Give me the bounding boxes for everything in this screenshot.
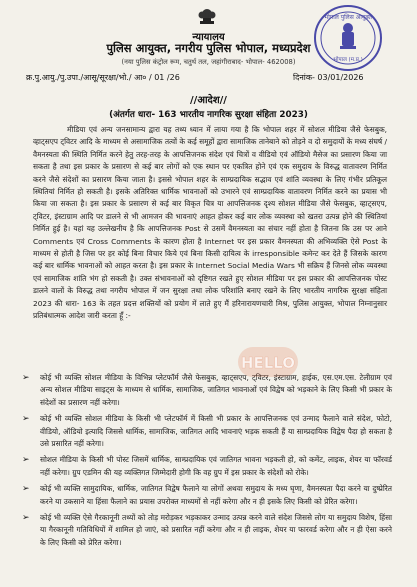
list-item: ➢ कोई भी व्यक्ति सामुदायिक, धार्मिक, जातिगत विद्वेष फैलाने या लोगों अथवा समुदाय के मध्य घृणा, वैमनस्यता पैदा करने या दुष्प्रेरित करने या उकसाने या हिंसा फैलाने का प्रयास उपरोक्त माध्यमों से नहीं करेगा और न ही इसके लिए किसी को प्रेरित करेगा।	[22, 484, 392, 506]
arrow-bullet-icon: ➢	[22, 455, 30, 466]
seal-subtext: भोपाल (म.प्र.)	[333, 57, 363, 63]
list-item: ➢ कोई भी व्यक्ति सोशल मीडिया के किसी भी प्लेटफॉर्म में किसी भी प्रकार के आपत्तिजनक एवं उन्माद फैलाने वाले संदेश, फोटो, वीडियो, ऑडियो इत्यादि जिससे धार्मिक, सामाजिक, जातिगत आदि भावनाएं भड़क सकती हैं या साम्प्रदायिक विद्वेष पैदा हो सकता है उसे प्रसारित नहीं करेगा।	[22, 414, 392, 449]
watermark-logo	[236, 343, 300, 381]
office-heading: न्यायालय	[192, 32, 225, 43]
state-emblem-icon	[196, 6, 218, 26]
office-title: पुलिस आयुक्त, नगरीय पुलिस भोपाल, मध्यप्रदेश	[106, 41, 311, 55]
arrow-bullet-icon: ➢	[22, 414, 30, 425]
arrow-bullet-icon: ➢	[22, 373, 30, 383]
watermark-text: HELLO	[240, 354, 296, 372]
arrow-bullet-icon: ➢	[22, 513, 30, 524]
seal-text: भोपाल पुलिस आयुक्त	[324, 14, 372, 21]
list-item: ➢ कोई भी व्यक्ति ऐसे गैरकानूनी तथ्यों को तोड़ मरोड़कर भड़काकर उन्माद उत्पन्न करने वाले संदेश जिससे लोग या समुदाय विशेष, हिंसा या गैरकानूनी गतिविधियों में शामिल हो जाएं, को प्रसारित नहीं करेगा और न ही लाइक, शेयर या फारवर्ड करेगा और न ही ऐसा करने के लिए किसी को प्रेरित करेगा।	[22, 513, 392, 547]
list-item: ➢ कोई भी व्यक्ति सोशल मीडिया के विभिन्न प्लेटफॉर्म जैसे फेसबुक, व्हाट्सएप, ट्विटर, इंस्टाग्राम, हाईक, एस.एम.एस. टेलीग्राम एवं अन्य सोशल मीडिया साइट्स के माध्यम से धार्मिक, सामाजिक, जातिगत भावनाओं एवं विद्वेष को भड़काने के लिए किसी भी प्रकार के संदेशों का प्रसारण नहीं करेगा।	[22, 373, 392, 407]
arrow-bullet-icon: ➢	[22, 484, 30, 495]
intro-text: मीडिया एवं अन्य जनसामान्य द्वारा यह तथ्य ध्यान में लाया गया है कि भोपाल शहर में सोशल मीडिया जैसे फेसबुक, व्हाट्सएप ट्विटर आदि के माध्यम से असामाजिक तत्वों के कई समूहों द्वारा सामाजिक तानेबाने को तोड़ने व दो समुदायों के मध्य संघर्ष / वैमनस्यता की स्थिति निर्मित करने हेतु तरह-तरह के आपत्तिजनक संदेश एवं चित्रों व वीडियो एवं ऑडियो मैसेज का प्रसारण किया जा सकता है तथा इस प्रकार के प्रसारण से कई बार लोगों को एक स्थान पर एकत्रित होने एवं एक समुदाय के विरुद्ध वातावरण निर्मित करने जैसे संदेशों का प्रसारण किया जाता है। इससे भोपाल शहर के साम्प्रदायिक सद्भाव एवं शांति व्यवस्था के लिए गंभीर प्रतिकूल स्थितियां निर्मित हो सकती है। इसके अतिरिक्त धार्मिक भावनाओं को उभारने एवं साम्प्रदायिक वातावरण निर्मित करने का प्रयास भी किया जा सकता है। इस प्रकार के प्रसारण से कई बार विकृत चित्र या आपत्तिजनक दृश्य सोशल मीडिया जैसे फेसबुक, व्हाट्सएप, ट्विटर, इंस्टाग्राम आदि पर डालने से भी आमजन की भावनाएं आहत होकर कई बार लोक व्यवस्था को खतरा उत्पन्न होने की स्थितियां निर्मित हुई है। यहां यह उल्लेखनीय है कि आपत्तिजनक Post से उसमें वैमनस्यता का संचार नहीं होता है जितना कि उस पर आने Comments एवं Cross Comments के कारण होता है Internet पर इस प्रकार वैमनस्यता की अभिव्यक्ति ऐसे Post के माध्यम से होती है जिस पर हर कोई बिना विचार किये एवं बिना किसी दायित्व के irresponsible कमेन्ट कर देते हैं जिसके कारण कई बार धार्मिक भावनाओं को आहत करता है। इस प्रकार के Internet Social Media Wars भी सक्रिय हैं जिनसे लोक व्यवस्था एवं सामाजिक शांति भंग हो सकती है। उक्त संभावनाओं को दृष्टिगत रखते हुए सोशल मीडिया पर इस प्रकार की आपत्तिजनक पोस्ट डालने वालों के विरुद्ध तथा नगरीय भोपाल में जन सुरक्षा तथा लोक परिशांति बनाए रखने के लिए भारतीय नागरिक सुरक्षा संहिता 2023 की धारा- 163 के तहत प्रदत्त शक्तियों को प्रयोग में लाते हुए मैं हरिनारायणचारी मिश्र, पुलिस आयुक्त, भोपाल निम्नानुसार प्रतिबंधात्मक आदेश जारी करता हूँ :-	[33, 125, 387, 321]
reference-number: क्र.पु.आयु./पु.उपा./आसू/सूरक्षा/भो./ आ० / 01 /26	[26, 73, 180, 82]
office-address: (नया पुलिस कंट्रोल रूम, चतुर्थ तल, जहांगीराबाद- भोपाल- 462008)	[121, 58, 296, 66]
order-date: दिनांक- 03/01/2026	[293, 73, 364, 82]
restriction-list	[22, 372, 392, 553]
order-subject: (अंतर्गत धारा- 163 भारतीय नागरिक सुरक्षा संहिता 2023)	[109, 110, 308, 120]
intro-paragraph	[33, 124, 387, 323]
list-item: ➢ सोशल मीडिया के किसी भी पोस्ट जिसमें धार्मिक, साम्प्रदायिक एवं जातिगत भावना भड़कती हो, को कमेंट, लाइक, शेयर या फॉरवर्ड नहीं करेगा। ग्रुप एडमिन की यह व्यक्तिगत जिम्मेदारी होगी कि वह ग्रुप में इस प्रकार के संदेशों को रोके।	[22, 455, 392, 477]
order-title: //आदेश//	[190, 95, 227, 106]
